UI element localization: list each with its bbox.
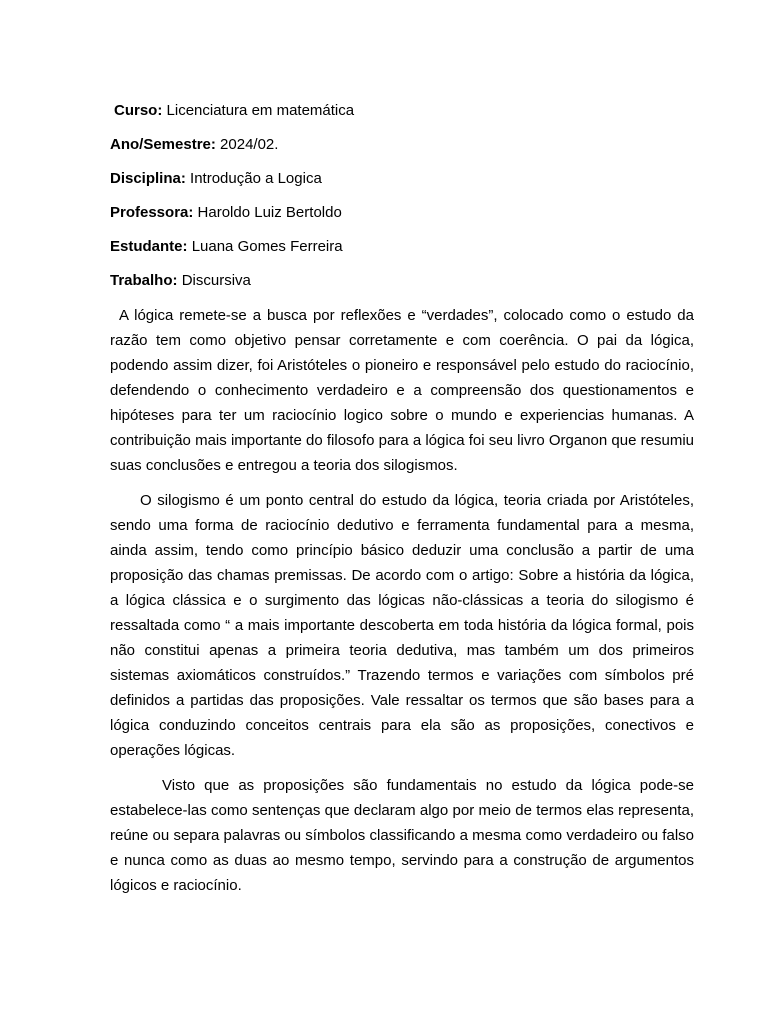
- professora-label: Professora:: [110, 204, 194, 221]
- disciplina-line: [110, 169, 694, 189]
- curso-value: Licenciatura em matemática: [166, 102, 355, 119]
- document-page: [110, 101, 694, 908]
- professora-line: [110, 203, 694, 223]
- estudante-label: Estudante:: [110, 238, 188, 255]
- curso-line: [110, 101, 694, 121]
- disciplina-value: Introdução a Logica: [190, 170, 322, 187]
- body-paragraph-3: Visto que as proposições são fundamentais no estudo da lógica pode-se estabelece-las como sentenças que declaram algo por meio de termos elas representa, reúne ou separa palavras ou símbolos classificando a mesma como verdadeiro ou falso e nunca como as duas ao mesmo tempo, servindo para a construção de argumentos lógicos e raciocínio.: [110, 777, 694, 894]
- trabalho-value: Discursiva: [181, 272, 251, 289]
- professora-value: Haroldo Luiz Bertoldo: [197, 204, 342, 221]
- estudante-value: Luana Gomes Ferreira: [191, 238, 343, 255]
- body-paragraph-1: A lógica remete-se a busca por reflexões e “verdades”, colocado como o estudo da razão tem como objetivo pensar corretamente e com coerência. O pai da lógica, podendo assim dizer, foi Aristóteles o pioneiro e responsável pelo estudo do raciocínio, defendendo o conhecimento verdadeiro e a compreensão dos questionamentos e hipóteses para ter um raciocínio logico sobre o mundo e experiencias humanas. A contribuição mais importante do filosofo para a lógica foi seu livro Organon que resumiu suas conclusões e entregou a teoria dos silogismos.: [110, 307, 694, 474]
- trabalho-line: [110, 271, 694, 291]
- curso-label: Curso:: [114, 102, 163, 119]
- disciplina-label: Disciplina:: [110, 170, 186, 187]
- estudante-line: [110, 237, 694, 257]
- ano-semestre-value: 2024/02.: [220, 136, 279, 153]
- ano-semestre-line: [110, 135, 694, 155]
- trabalho-label: Trabalho:: [110, 272, 178, 289]
- body-paragraph-2: O silogismo é um ponto central do estudo da lógica, teoria criada por Aristóteles, sendo uma forma de raciocínio dedutivo e ferramenta fundamental para a mesma, ainda assim, tendo como princípio básico deduzir uma conclusão a partir de uma proposição das chamas premissas. De acordo com o artigo: Sobre a história da lógica, a lógica clássica e o surgimento das lógicas não-clássicas a teoria do silogismo é ressaltada como “ a mais importante descoberta em toda história da lógica formal, pois não constitui apenas a primeira teoria dedutiva, mas também um dos primeiros sistemas axiomáticos construídos.” Trazendo termos e variações com símbolos pré definidos a partidas das proposições. Vale ressaltar os termos que são bases para a lógica conduzindo conceitos centrais para ela são as proposições, conectivos e operações lógicas.: [110, 492, 694, 759]
- ano-semestre-label: Ano/Semestre:: [110, 136, 216, 153]
